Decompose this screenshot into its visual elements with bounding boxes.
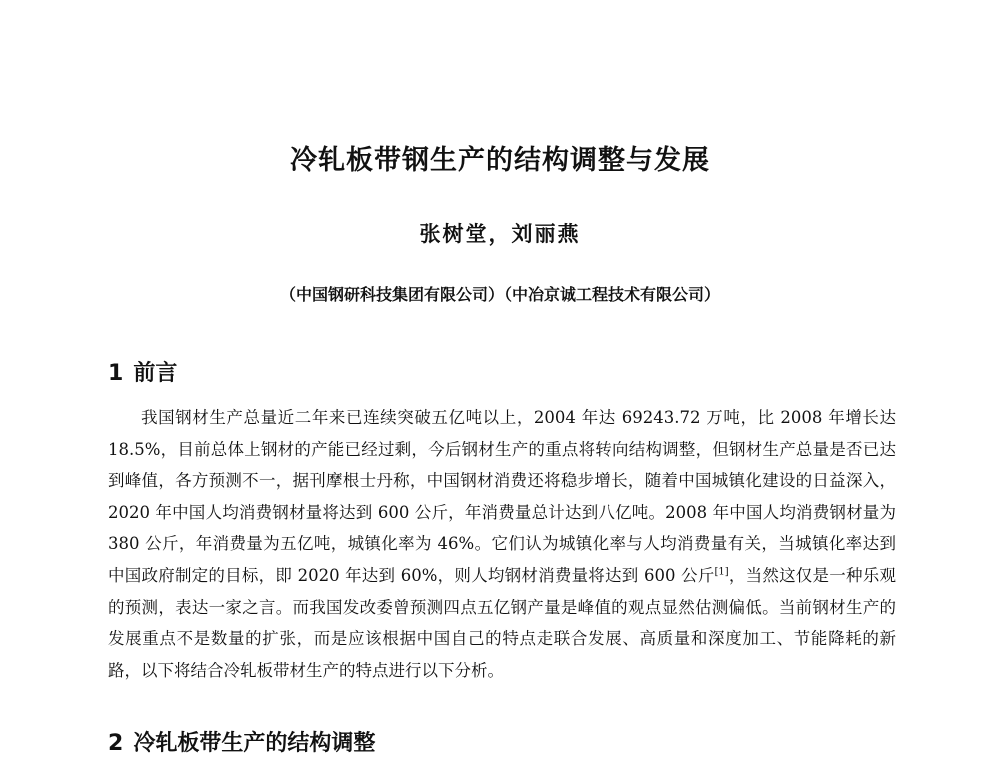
paper-title: 冷轧板带钢生产的结构调整与发展 [290, 145, 710, 176]
paragraph-text-part2: ，当然这仅是一种乐观的预测，表达一家之言。而我国发改委曾预测四点五亿钢产量是峰值的观点显然估测偏低。当前钢材生产的发展重点不是数量的扩张，而是应该根据中国自己的特点走联合发展、高质量和深度加工、节能降耗的新路，以下将结合冷轧板带材生产的特点进行以下分析。 [108, 565, 896, 680]
section-title: 冷轧板带生产的结构调整 [133, 731, 376, 756]
section-heading-2 [108, 726, 375, 757]
section-number: 2 [108, 731, 124, 756]
paper-affiliation: （中国钢研科技集团有限公司）（中冶京诚工程技术有限公司） [279, 285, 720, 304]
section-1-paragraph [108, 402, 896, 686]
section-title: 前言 [133, 361, 178, 386]
section-number: 1 [108, 361, 124, 386]
paper-authors: 张树堂，刘丽燕 [419, 221, 581, 246]
paragraph-text-part1: 我国钢材生产总量近二年来已连续突破五亿吨以上，2004 年达 69243.72 万吨，比 2008 年增长达 18.5%，目前总体上钢材的产能已经过剩，今后钢材生产的重点将转向结构调整，但钢材生产总量是否已达到峰值，各方预测不一，据刊摩根士丹称，中国钢材消费还将稳步增长，随着中国城镇化建设的日益深入，2020 年中国人均消费钢材量将达到 600 公斤，年消费量总计达到八亿吨。2008 年中国人均消费钢材量为 380 公斤，年消费量为五亿吨，城镇化率为 46%。它们认为城镇化率与人均消费量有关，当城镇化率达到中国政府制定的目标，即 2020 年达到 60%，则人均钢材消费量将达到 600 公斤 [108, 408, 896, 585]
citation-ref[interactable]: [1] [714, 566, 729, 578]
section-heading-1 [108, 356, 177, 387]
